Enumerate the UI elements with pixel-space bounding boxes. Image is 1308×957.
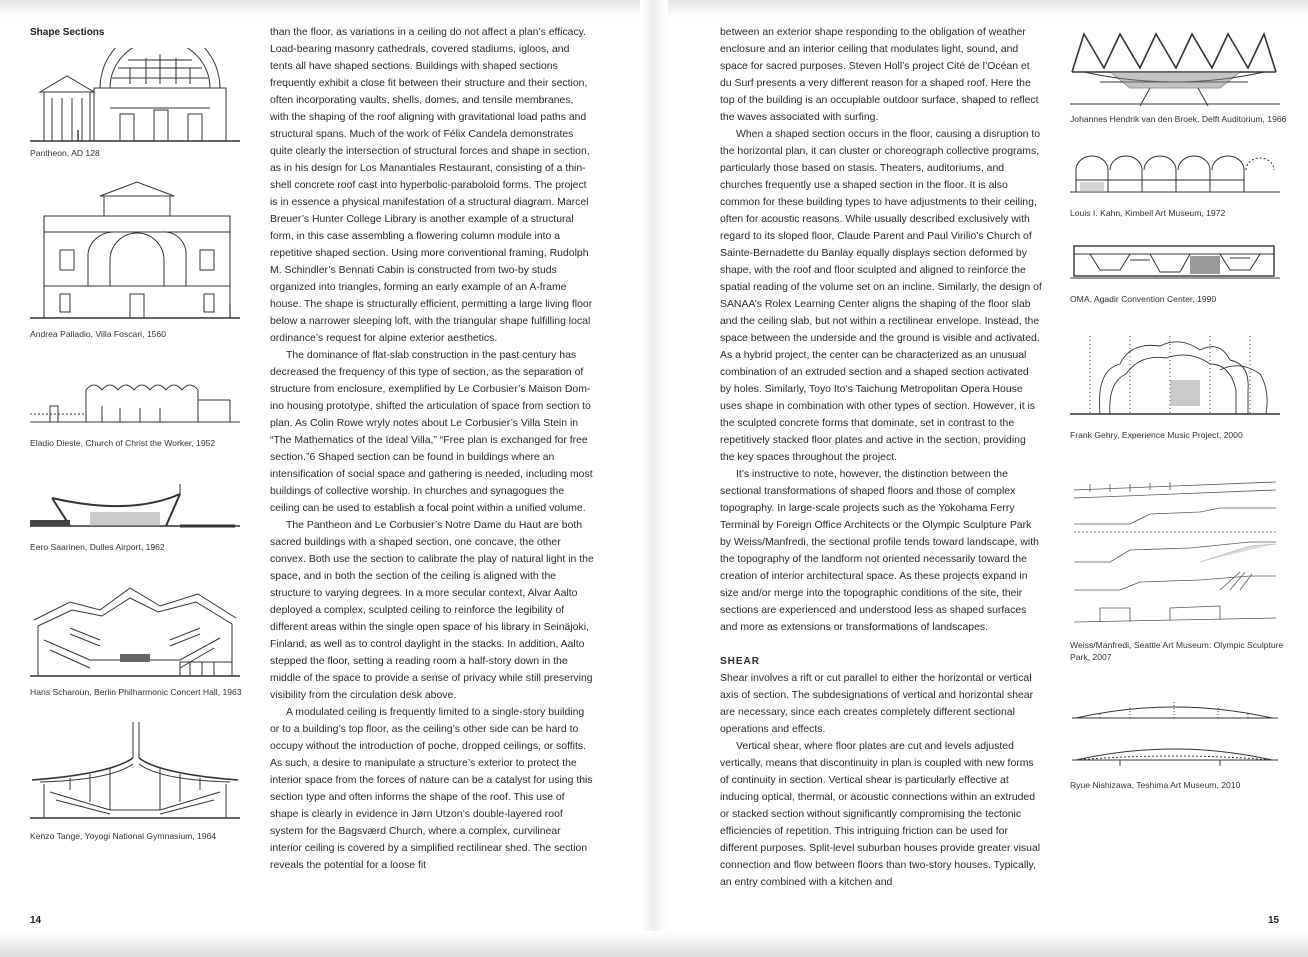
page-bottom-shadow bbox=[0, 931, 1308, 957]
paragraph: The dominance of flat-slab construction in the past century has decreased the frequency of this type of section, as the separation of structure from enclosure, exemplified by Le Corbusier’s Maison Dom-ino housing prototype, shifted the articulation of space from section to plan. As Colin Rowe wryly notes about Le Corbusier’s Villa Stein in “The Mathematics of the Ideal Villa,” “Free plan is exchanged for free section.”6 Shaped section can be found in buildings where an intensification of social space and gathering is needed, including most buildings of collective worship. In churches and synagogues the ceiling can be used to establish a focal point within a unified volume. bbox=[270, 350, 593, 514]
section-title: Shape Sections bbox=[30, 27, 105, 38]
paragraph: Shear involves a rift or cut parallel to either the horizontal or vertical axis of section. The subdesignations of vertical and horizontal shear are necessary, since each creates completely different sectional operations and effects. bbox=[720, 673, 1034, 735]
caption-delft-auditorium: Johannes Hendrik van den Broek, Delft Auditorium, 1966 bbox=[1070, 114, 1287, 124]
caption-experience-music-project: Frank Gehry, Experience Music Project, 2000 bbox=[1070, 430, 1243, 440]
figure-teshima-art-museum bbox=[1070, 694, 1280, 772]
figure-villa-foscari bbox=[30, 180, 240, 320]
caption-villa-foscari: Andrea Palladio, Villa Foscari, 1560 bbox=[30, 329, 166, 339]
paragraph: When a shaped section occurs in the floor, causing a disruption to the horizontal plan, it can cluster or choreograph collective programs, particularly those based on stasis. Theaters, auditoriums, and churches frequently use a shaped section in the floor. It is also common for these building types to have adjustments to their ceiling, often for acoustic reasons. While usually described exclusively with regard to its sloped floor, Claude Parent and Paul Virilio’s Church of Sainte-Bernadette du Banlay equally displays section deformed by shape, with the roof and floor sculpted and aligned to reinforce the spatial reading of the volume set on an incline. Similarly, the design of SANAA’s Rolex Learning Center aligns the shaping of the floor slab and the ceiling slab, but not within a rectilinear envelope. Instead, the space between the underside and the ground is visible and activated. As a hybrid project, the center can be characterized as an unusual combination of an extruded section and a shaped section activated by holes. Similarly, Toyo Ito’s Taichung Metropolitan Opera House uses shape in combination with other types of section. However, it is the sculpted concrete forms that dominate, set in contrast to the repetitively stacked floor plates and active in the section, providing the key spaces throughout the project. bbox=[720, 129, 1042, 463]
figure-berlin-philharmonic bbox=[30, 580, 240, 680]
paragraph: than the floor, as variations in a ceiling do not affect a plan’s efficacy. Load-bearing masonry cathedrals, covered stadiums, igloos, and tents all have shaped sections. Buildings with shaped sections frequently exhibit a close fit between their structure and their section, often incorporating vaults, shells, domes, and tensile membranes, with the shaping of the roof aligning with gravitational load paths and structural spans. Much of the work of Félix Candela demonstrates quite clearly the intersection of structural forces and shape in section, as in his design for Los Manantiales Restaurant, consisting of a thin-shell concrete roof cast into hyperbolic-paraboloid forms. The project is in essence a physical manifestation of a structural diagram. Marcel Breuer’s Hunter College Library is another example of a structural form, in this case assembling a flowering column module into a repetitive shaped section. Using more conventional framing, Rudolph M. Schindler’s Bennati Cabin is constructed from two-by studs organized into triangles, forming an early example of an A-frame house. The shape is structurally efficient, permitting a large living floor below a narrower sleeping loft, with the triangular shape fulfilling local ordinance’s request for alpine exterior aesthetics. bbox=[270, 27, 593, 344]
paragraph: between an exterior shape responding to the obligation of weather enclosure and an interior ceiling that modulates light, sound, and space for sacred purposes. Steven Holl’s project Cité de l’Océan et du Surf presents a very different reason for a shaped roof. Here the top of the building is an occupiable outdoor surface, shaped to reflect the waves associated with surfing. bbox=[720, 27, 1039, 123]
shear-heading: SHEAR bbox=[720, 656, 761, 667]
caption-agadir-convention-center: OMA, Agadir Convention Center, 1990 bbox=[1070, 294, 1217, 304]
figure-experience-music-project bbox=[1070, 330, 1280, 422]
figure-delft-auditorium bbox=[1070, 28, 1280, 110]
left-text-column bbox=[270, 24, 594, 874]
caption-kimbell-art-museum: Louis I. Kahn, Kimbell Art Museum, 1972 bbox=[1070, 208, 1226, 218]
paragraph: Vertical shear, where floor plates are cut and levels adjusted vertically, means that discontinuity in plan is coupled with new forms of continuity in section. Vertical shear is particularly effective at inducing optical, thermal, or acoustic connections within an extruded or stacked section without significantly compromising the tectonic efficiencies of repetition. This intriguing friction can be used for different purposes. Split-level suburban houses provide greater visual connection and flow between floors than two-story houses. Typically, an entry combined with a kitchen and bbox=[720, 741, 1041, 888]
caption-yoyogi-gymnasium: Kenzo Tange, Yoyogi National Gymnasium, 1964 bbox=[30, 831, 217, 841]
paragraph: A modulated ceiling is frequently limited to a single-story building or to a building’s top floor, as the ceiling’s other side can be hard to occupy without the introduction of poche, dropped ceilings, or soffits. As such, a desire to manipulate a structure’s exterior to protect the interior space from the forces of nature can be a catalyst for using this section type and often informs the shape of the roof. This use of shape is clearly in evidence in Jørn Utzon’s double-layered roof system for the Bagsværd Church, where a complex, curvilinear interior ceiling is covered by a simplified rectilinear shed. The section reveals the potential for a loose fit bbox=[270, 707, 593, 871]
caption-dulles-airport: Eero Saarinen, Dulles Airport, 1962 bbox=[30, 542, 165, 552]
page-number-left: 14 bbox=[30, 915, 42, 926]
figure-kimbell-art-museum bbox=[1070, 150, 1280, 196]
paragraph: It’s instructive to note, however, the distinction between the sectional transformations of shaped floors and those of complex topography. In large-scale projects such as the Yokohama Ferry Terminal by Foreign Office Architects or the Olympic Sculpture Park by Weiss/Manfredi, the sectional profile tends toward landscape, with the topography of the landform not oriented necessarily toward the creation of interior architectural space. As these projects expand in size and/or merge into the topographic conditions of the site, their sections are experienced and understood less as shaped surfaces and more as extensions or transformations of landscapes. bbox=[720, 469, 1039, 633]
figure-dulles-airport bbox=[30, 476, 240, 534]
figure-agadir-convention-center bbox=[1070, 240, 1280, 282]
paragraph: The Pantheon and Le Corbusier’s Notre Dame du Haut are both sacred buildings with a shaped section, one concave, the other convex. Both use the section to calibrate the play of natural light in the space, and in both the section of the ceiling is aligned with the structure to varying degrees. In a more secular context, Alvar Aalto deployed a complex, sculpted ceiling to reinforce the legibility of different areas within the single open space of his library in Seinäjoki, Finland, as well as to control daylight in the stacks. In addition, Aalto stepped the floor, setting a reading room a half-story down in the middle of the space to provide a sense of privacy while still preserving visibility from the circulation desk above. bbox=[270, 520, 594, 701]
book-gutter bbox=[640, 0, 668, 957]
figure-yoyogi-gymnasium bbox=[30, 718, 240, 822]
right-text-column bbox=[720, 24, 1042, 891]
caption-pantheon: Pantheon, AD 128 bbox=[30, 148, 100, 158]
caption-church-christ-worker: Eladio Dieste, Church of Christ the Worker, 1952 bbox=[30, 438, 216, 448]
caption-berlin-philharmonic: Hans Scharoun, Berlin Philharmonic Concert Hall, 1963 bbox=[30, 687, 242, 697]
figure-pantheon bbox=[30, 48, 240, 144]
figure-church-christ-worker bbox=[30, 376, 240, 426]
caption-teshima-art-museum: Ryue Nishizawa, Teshima Art Museum, 2010 bbox=[1070, 780, 1241, 790]
figure-olympic-sculpture-park bbox=[1070, 472, 1280, 632]
caption-olympic-sculpture-park: Weiss/Manfredi, Seattle Art Museum: Olympic Sculpture Park, 2007 bbox=[1070, 640, 1284, 662]
page-number-right: 15 bbox=[1268, 915, 1280, 926]
